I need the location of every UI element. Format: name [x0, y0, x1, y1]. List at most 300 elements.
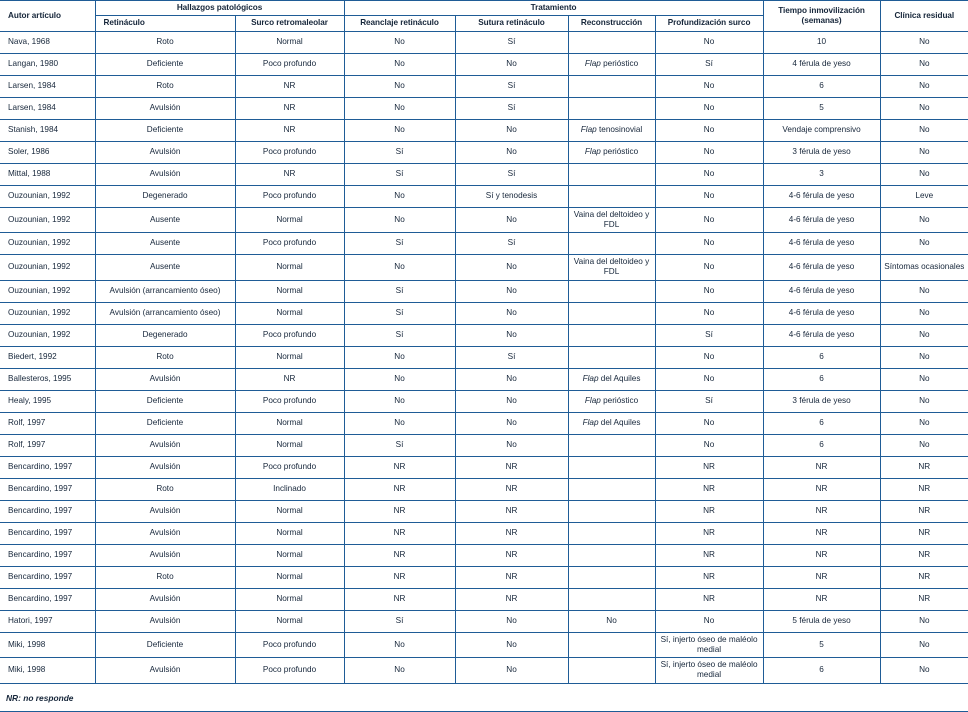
cell-tiempo: 6: [763, 75, 880, 97]
cell-reconstruccion: [568, 280, 655, 302]
cell-autor: Bencardino, 1997: [0, 588, 95, 610]
cell-reanclaje: NR: [344, 478, 455, 500]
table-row: [0, 53, 968, 75]
cell-clinica: No: [880, 346, 968, 368]
cell-profundizacion: NR: [655, 478, 763, 500]
table-row: [0, 207, 968, 233]
cell-retinaculo: Avulsión: [95, 97, 235, 119]
cell-surco: NR: [235, 368, 344, 390]
table-row: [0, 31, 968, 53]
cell-sutura: No: [455, 119, 568, 141]
cell-profundizacion: No: [655, 207, 763, 233]
cell-reconstruccion: [568, 478, 655, 500]
cell-tiempo: 4-6 férula de yeso: [763, 233, 880, 255]
cell-surco: NR: [235, 75, 344, 97]
cell-reconstruccion: [568, 566, 655, 588]
cell-reanclaje: Sí: [344, 280, 455, 302]
table-row: [0, 610, 968, 632]
cell-reanclaje: No: [344, 632, 455, 658]
col-header-tiempo-line2: (semanas): [801, 15, 842, 25]
cell-reanclaje: No: [344, 75, 455, 97]
cell-sutura: No: [455, 53, 568, 75]
cell-autor: Bencardino, 1997: [0, 544, 95, 566]
cell-sutura: No: [455, 610, 568, 632]
table-row: [0, 500, 968, 522]
cell-autor: Miki, 1998: [0, 658, 95, 684]
cell-profundizacion: No: [655, 119, 763, 141]
cell-profundizacion: Sí: [655, 53, 763, 75]
cell-sutura: No: [455, 324, 568, 346]
cell-reanclaje: No: [344, 53, 455, 75]
table-row: [0, 478, 968, 500]
cell-surco: Normal: [235, 500, 344, 522]
cell-autor: Langan, 1980: [0, 53, 95, 75]
cell-reconstruccion: Flap perióstico: [568, 141, 655, 163]
cell-profundizacion: No: [655, 31, 763, 53]
table-row: [0, 141, 968, 163]
cell-reconstruccion: [568, 434, 655, 456]
cell-sutura: NR: [455, 456, 568, 478]
cell-autor: Mittal, 1988: [0, 163, 95, 185]
cell-retinaculo: Deficiente: [95, 632, 235, 658]
cell-profundizacion: No: [655, 368, 763, 390]
cell-clinica: No: [880, 233, 968, 255]
cell-sutura: Sí: [455, 31, 568, 53]
cell-clinica: No: [880, 632, 968, 658]
cell-clinica: No: [880, 119, 968, 141]
cell-autor: Ouzounian, 1992: [0, 207, 95, 233]
cell-autor: Ouzounian, 1992: [0, 324, 95, 346]
cell-tiempo: NR: [763, 456, 880, 478]
cell-tiempo: 6: [763, 412, 880, 434]
cell-retinaculo: Avulsión: [95, 658, 235, 684]
cell-retinaculo: Roto: [95, 31, 235, 53]
cell-surco: Poco profundo: [235, 324, 344, 346]
col-header-profundizacion: Profundización surco: [655, 16, 763, 31]
cell-retinaculo: Avulsión: [95, 456, 235, 478]
cell-autor: Rolf, 1997: [0, 412, 95, 434]
cell-retinaculo: Ausente: [95, 255, 235, 281]
table-row: [0, 456, 968, 478]
cell-profundizacion: Sí: [655, 324, 763, 346]
cell-tiempo: 5: [763, 97, 880, 119]
cell-sutura: No: [455, 434, 568, 456]
cell-reconstruccion: Flap del Aquiles: [568, 412, 655, 434]
table-row: [0, 412, 968, 434]
cell-tiempo: 6: [763, 346, 880, 368]
cell-profundizacion: Sí, injerto óseo de maléolo medial: [655, 632, 763, 658]
cell-reanclaje: NR: [344, 456, 455, 478]
cell-profundizacion: NR: [655, 566, 763, 588]
cell-retinaculo: Degenerado: [95, 324, 235, 346]
cell-surco: Normal: [235, 522, 344, 544]
cell-sutura: No: [455, 632, 568, 658]
cell-clinica: NR: [880, 522, 968, 544]
cell-sutura: NR: [455, 478, 568, 500]
cell-tiempo: 4-6 férula de yeso: [763, 185, 880, 207]
cell-reanclaje: NR: [344, 500, 455, 522]
cell-retinaculo: Roto: [95, 75, 235, 97]
cell-tiempo: 6: [763, 434, 880, 456]
cell-reconstruccion: Flap perióstico: [568, 390, 655, 412]
cell-surco: Normal: [235, 434, 344, 456]
table-row: [0, 522, 968, 544]
cell-surco: Normal: [235, 610, 344, 632]
cell-autor: Biedert, 1992: [0, 346, 95, 368]
cell-retinaculo: Roto: [95, 478, 235, 500]
cell-clinica: NR: [880, 588, 968, 610]
cell-autor: Larsen, 1984: [0, 97, 95, 119]
table-row: [0, 119, 968, 141]
cell-reanclaje: No: [344, 31, 455, 53]
cell-surco: Normal: [235, 302, 344, 324]
table-row: [0, 185, 968, 207]
italic-term: Flap: [584, 395, 601, 405]
cell-retinaculo: Avulsión: [95, 141, 235, 163]
cell-retinaculo: Avulsión: [95, 368, 235, 390]
cell-profundizacion: No: [655, 346, 763, 368]
cell-reanclaje: No: [344, 119, 455, 141]
cell-profundizacion: No: [655, 185, 763, 207]
cell-reanclaje: NR: [344, 566, 455, 588]
cell-retinaculo: Avulsión: [95, 522, 235, 544]
cell-retinaculo: Avulsión: [95, 588, 235, 610]
cell-retinaculo: Deficiente: [95, 390, 235, 412]
cell-tiempo: NR: [763, 478, 880, 500]
cell-reanclaje: Sí: [344, 302, 455, 324]
cell-profundizacion: No: [655, 412, 763, 434]
cell-retinaculo: Avulsión (arrancamiento óseo): [95, 302, 235, 324]
cell-reanclaje: No: [344, 658, 455, 684]
cell-autor: Ouzounian, 1992: [0, 255, 95, 281]
cell-surco: Poco profundo: [235, 390, 344, 412]
cell-clinica: NR: [880, 456, 968, 478]
cell-retinaculo: Ausente: [95, 207, 235, 233]
table-row: [0, 163, 968, 185]
cell-clinica: No: [880, 412, 968, 434]
cell-surco: Normal: [235, 346, 344, 368]
cell-sutura: No: [455, 207, 568, 233]
cell-retinaculo: Deficiente: [95, 412, 235, 434]
col-group-header-hallazgos: Hallazgos patológicos: [95, 1, 344, 16]
cell-clinica: NR: [880, 544, 968, 566]
table-row: [0, 97, 968, 119]
cell-retinaculo: Avulsión: [95, 544, 235, 566]
cell-autor: Ouzounian, 1992: [0, 233, 95, 255]
cell-tiempo: 5 férula de yeso: [763, 610, 880, 632]
cell-clinica: NR: [880, 478, 968, 500]
cell-autor: Stanish, 1984: [0, 119, 95, 141]
italic-term: Flap: [584, 58, 601, 68]
cell-tiempo: 4-6 férula de yeso: [763, 280, 880, 302]
table-row: [0, 434, 968, 456]
table-row: [0, 346, 968, 368]
italic-term: Flap: [584, 146, 601, 156]
table-row: [0, 632, 968, 658]
cell-sutura: Sí: [455, 97, 568, 119]
cell-clinica: No: [880, 163, 968, 185]
cell-profundizacion: No: [655, 75, 763, 97]
cell-reconstruccion: [568, 632, 655, 658]
cell-surco: Poco profundo: [235, 141, 344, 163]
cell-sutura: NR: [455, 522, 568, 544]
cell-clinica: Síntomas ocasionales: [880, 255, 968, 281]
cell-surco: Poco profundo: [235, 456, 344, 478]
cell-reanclaje: NR: [344, 588, 455, 610]
cell-autor: Larsen, 1984: [0, 75, 95, 97]
col-header-tiempo: [763, 1, 880, 32]
cell-surco: Normal: [235, 588, 344, 610]
cell-surco: NR: [235, 119, 344, 141]
cell-retinaculo: Avulsión: [95, 610, 235, 632]
cell-sutura: No: [455, 412, 568, 434]
cell-sutura: NR: [455, 566, 568, 588]
cell-autor: Ballesteros, 1995: [0, 368, 95, 390]
cell-clinica: No: [880, 280, 968, 302]
table-row: [0, 324, 968, 346]
cell-reconstruccion: [568, 456, 655, 478]
cell-sutura: Sí: [455, 163, 568, 185]
cell-clinica: No: [880, 434, 968, 456]
cell-clinica: No: [880, 97, 968, 119]
cell-retinaculo: Avulsión: [95, 500, 235, 522]
cell-reanclaje: NR: [344, 544, 455, 566]
cell-autor: Miki, 1998: [0, 632, 95, 658]
col-header-retinaculo: Retináculo: [95, 16, 235, 31]
cell-sutura: NR: [455, 544, 568, 566]
cell-retinaculo: Avulsión: [95, 163, 235, 185]
cell-surco: Normal: [235, 31, 344, 53]
cell-reanclaje: Sí: [344, 610, 455, 632]
cell-reanclaje: Sí: [344, 434, 455, 456]
cell-tiempo: 4 férula de yeso: [763, 53, 880, 75]
cell-retinaculo: Avulsión: [95, 434, 235, 456]
cell-reconstruccion: [568, 233, 655, 255]
cell-autor: Bencardino, 1997: [0, 478, 95, 500]
cell-tiempo: 10: [763, 31, 880, 53]
cell-tiempo: 6: [763, 368, 880, 390]
cell-surco: Normal: [235, 566, 344, 588]
table-row: [0, 75, 968, 97]
cell-clinica: No: [880, 658, 968, 684]
cell-reanclaje: Sí: [344, 324, 455, 346]
cell-clinica: No: [880, 368, 968, 390]
cell-reanclaje: No: [344, 255, 455, 281]
cell-surco: Poco profundo: [235, 658, 344, 684]
cell-clinica: Leve: [880, 185, 968, 207]
col-header-clinica: Clínica residual: [880, 1, 968, 32]
header-row-groups: [0, 1, 968, 16]
cell-surco: NR: [235, 163, 344, 185]
cell-profundizacion: NR: [655, 456, 763, 478]
cell-profundizacion: No: [655, 233, 763, 255]
col-group-header-tratamiento: Tratamiento: [344, 1, 763, 16]
col-header-surco: Surco retromaleolar: [235, 16, 344, 31]
cell-profundizacion: NR: [655, 588, 763, 610]
cell-surco: Normal: [235, 207, 344, 233]
cell-surco: Poco profundo: [235, 632, 344, 658]
cell-profundizacion: No: [655, 255, 763, 281]
cell-sutura: Sí: [455, 233, 568, 255]
table-row: [0, 544, 968, 566]
cell-surco: Normal: [235, 412, 344, 434]
cell-clinica: NR: [880, 566, 968, 588]
cell-retinaculo: Ausente: [95, 233, 235, 255]
cell-reanclaje: No: [344, 97, 455, 119]
cell-clinica: No: [880, 31, 968, 53]
cell-sutura: No: [455, 302, 568, 324]
cell-clinica: No: [880, 390, 968, 412]
cell-tiempo: 5: [763, 632, 880, 658]
cell-autor: Healy, 1995: [0, 390, 95, 412]
cell-autor: Bencardino, 1997: [0, 500, 95, 522]
cell-reconstruccion: [568, 346, 655, 368]
cell-retinaculo: Roto: [95, 346, 235, 368]
cell-reconstruccion: [568, 544, 655, 566]
cell-profundizacion: No: [655, 97, 763, 119]
cell-reconstruccion: Flap del Aquiles: [568, 368, 655, 390]
col-header-reanclaje: Reanclaje retináculo: [344, 16, 455, 31]
cell-tiempo: 3 férula de yeso: [763, 141, 880, 163]
cell-tiempo: 3 férula de yeso: [763, 390, 880, 412]
table-row: [0, 390, 968, 412]
cell-retinaculo: Degenerado: [95, 185, 235, 207]
cell-sutura: NR: [455, 588, 568, 610]
cell-surco: Normal: [235, 255, 344, 281]
cell-tiempo: 4-6 férula de yeso: [763, 207, 880, 233]
col-header-sutura: Sutura retináculo: [455, 16, 568, 31]
table-body: [0, 31, 968, 683]
cell-profundizacion: No: [655, 280, 763, 302]
cell-profundizacion: NR: [655, 522, 763, 544]
cell-reconstruccion: No: [568, 610, 655, 632]
cell-autor: Bencardino, 1997: [0, 456, 95, 478]
cell-reanclaje: No: [344, 412, 455, 434]
cell-clinica: No: [880, 324, 968, 346]
cell-autor: Rolf, 1997: [0, 434, 95, 456]
cell-profundizacion: Sí, injerto óseo de maléolo medial: [655, 658, 763, 684]
cell-autor: Ouzounian, 1992: [0, 302, 95, 324]
cell-tiempo: NR: [763, 588, 880, 610]
cell-reanclaje: No: [344, 207, 455, 233]
cell-reconstruccion: [568, 500, 655, 522]
cell-clinica: No: [880, 141, 968, 163]
italic-term: Flap: [582, 373, 599, 383]
table-head: [0, 1, 968, 32]
cell-surco: Normal: [235, 544, 344, 566]
table-row: [0, 233, 968, 255]
table-row: [0, 255, 968, 281]
cell-autor: Soler, 1986: [0, 141, 95, 163]
cell-autor: Ouzounian, 1992: [0, 185, 95, 207]
italic-term: Flap: [580, 124, 597, 134]
cell-clinica: No: [880, 302, 968, 324]
cell-reanclaje: Sí: [344, 141, 455, 163]
cell-profundizacion: Sí: [655, 390, 763, 412]
cell-reconstruccion: Vaina del deltoideo y FDL: [568, 207, 655, 233]
cell-surco: Poco profundo: [235, 233, 344, 255]
cell-sutura: No: [455, 280, 568, 302]
table-row: [0, 566, 968, 588]
cell-reconstruccion: [568, 163, 655, 185]
cell-clinica: No: [880, 53, 968, 75]
cell-tiempo: 4-6 férula de yeso: [763, 255, 880, 281]
cell-tiempo: 4-6 férula de yeso: [763, 302, 880, 324]
cell-sutura: No: [455, 390, 568, 412]
cell-reconstruccion: [568, 97, 655, 119]
cell-reanclaje: NR: [344, 522, 455, 544]
cell-tiempo: 3: [763, 163, 880, 185]
cell-sutura: No: [455, 368, 568, 390]
cell-sutura: Sí: [455, 346, 568, 368]
cell-profundizacion: NR: [655, 544, 763, 566]
cell-retinaculo: Avulsión (arrancamiento óseo): [95, 280, 235, 302]
cell-reanclaje: No: [344, 368, 455, 390]
cell-reanclaje: Sí: [344, 163, 455, 185]
cell-autor: Ouzounian, 1992: [0, 280, 95, 302]
cell-surco: NR: [235, 97, 344, 119]
cell-sutura: No: [455, 141, 568, 163]
cell-tiempo: NR: [763, 544, 880, 566]
cell-sutura: NR: [455, 500, 568, 522]
cell-surco: Poco profundo: [235, 53, 344, 75]
cell-sutura: No: [455, 255, 568, 281]
cell-profundizacion: No: [655, 302, 763, 324]
cell-retinaculo: Roto: [95, 566, 235, 588]
cell-reconstruccion: [568, 522, 655, 544]
cell-reanclaje: No: [344, 346, 455, 368]
cell-tiempo: Vendaje comprensivo: [763, 119, 880, 141]
cell-sutura: Sí: [455, 75, 568, 97]
cell-clinica: NR: [880, 500, 968, 522]
table-row: [0, 588, 968, 610]
cell-sutura: No: [455, 658, 568, 684]
cell-reanclaje: Sí: [344, 233, 455, 255]
table-row: [0, 302, 968, 324]
cell-profundizacion: No: [655, 434, 763, 456]
table-row: [0, 658, 968, 684]
table-row: [0, 368, 968, 390]
cell-reconstruccion: [568, 302, 655, 324]
cell-reconstruccion: Vaina del deltoideo y FDL: [568, 255, 655, 281]
cell-reconstruccion: [568, 588, 655, 610]
italic-term: Flap: [582, 417, 599, 427]
cell-profundizacion: NR: [655, 500, 763, 522]
cell-reconstruccion: [568, 31, 655, 53]
col-header-reconstruccion: Reconstrucción: [568, 16, 655, 31]
cell-clinica: No: [880, 207, 968, 233]
cell-clinica: No: [880, 610, 968, 632]
cell-reanclaje: No: [344, 185, 455, 207]
cell-reconstruccion: [568, 75, 655, 97]
cell-tiempo: 4-6 férula de yeso: [763, 324, 880, 346]
cell-reconstruccion: [568, 658, 655, 684]
cell-reconstruccion: Flap perióstico: [568, 53, 655, 75]
cell-reconstruccion: [568, 185, 655, 207]
cell-reconstruccion: [568, 324, 655, 346]
cell-tiempo: NR: [763, 566, 880, 588]
cell-autor: Bencardino, 1997: [0, 522, 95, 544]
cell-surco: Inclinado: [235, 478, 344, 500]
cell-profundizacion: No: [655, 610, 763, 632]
col-header-autor: Autor artículo: [0, 1, 95, 32]
cell-clinica: No: [880, 75, 968, 97]
cell-surco: Normal: [235, 280, 344, 302]
cell-retinaculo: Deficiente: [95, 119, 235, 141]
cell-reconstruccion: Flap tenosinovial: [568, 119, 655, 141]
table-footnote: NR: no responde: [0, 684, 968, 712]
cell-tiempo: NR: [763, 500, 880, 522]
